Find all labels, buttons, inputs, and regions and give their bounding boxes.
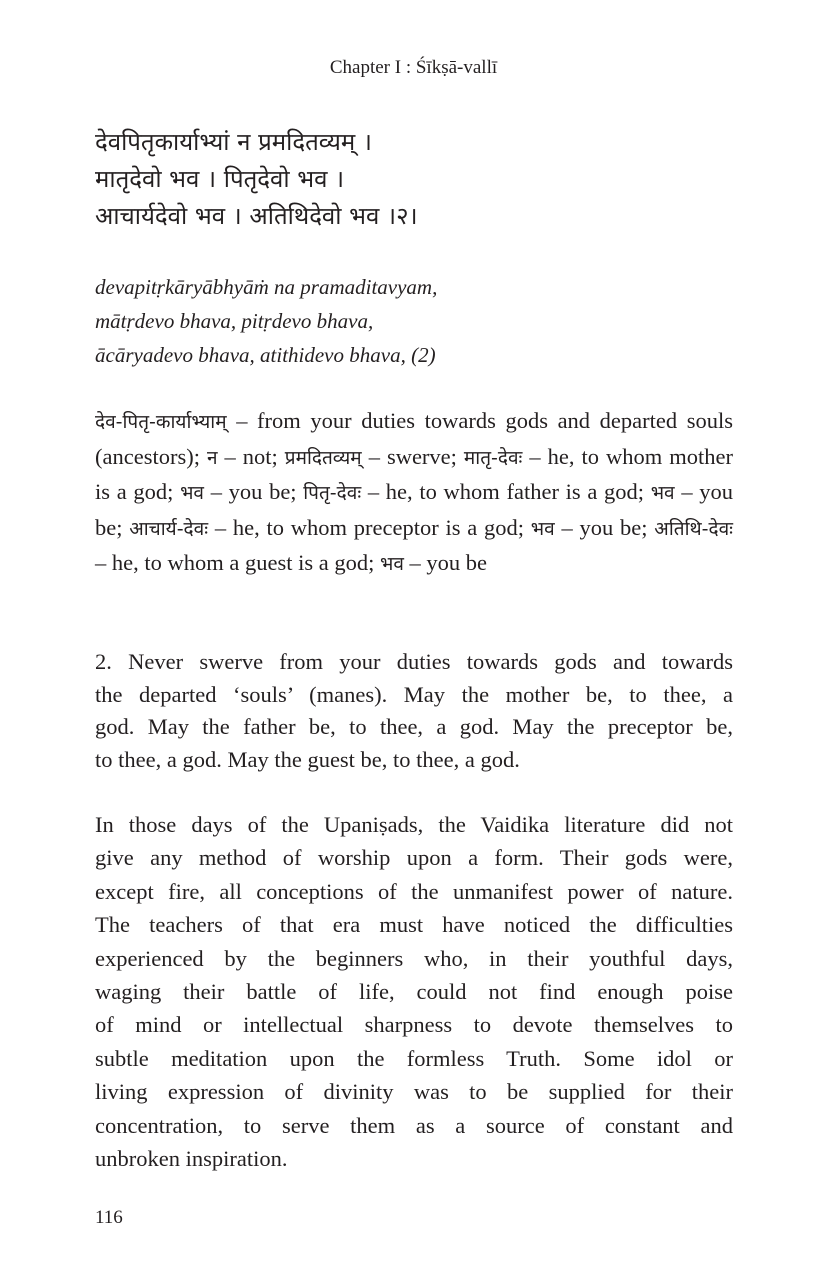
verse-line: मातृदेवो भव । पितृदेवो भव ।: [95, 165, 345, 193]
term-meaning: – he, to whom mother is a god;: [95, 443, 733, 504]
commentary-line: concentration, to serve them as a source of constant and: [95, 1112, 733, 1138]
commentary-line: The teachers of that era must have noticed the difficulties: [95, 912, 733, 938]
sanskrit-term: आचार्य-देवः: [129, 517, 209, 540]
term-meaning: – from your duties towards gods and departed souls (ancestors);: [95, 408, 733, 469]
commentary-line: subtle meditation upon the formless Truth. Some idol or: [95, 1045, 733, 1071]
word-meanings: [95, 404, 733, 582]
sanskrit-verse: [95, 124, 735, 235]
transliteration-line: mātṛdevo bhava, pitṛdevo bhava,: [95, 309, 374, 333]
term-meaning: – you be: [403, 550, 488, 575]
commentary-line: living expression of divinity was to be supplied for their: [95, 1079, 733, 1105]
sanskrit-term: भव: [650, 482, 675, 504]
sanskrit-term: न: [206, 446, 218, 469]
sanskrit-term: अतिथि-देवः: [654, 517, 733, 540]
commentary-line: In those days of the Upaniṣads, the Vaidika literature did not: [95, 812, 733, 837]
transliteration-line: ācāryadevo bhava, atithidevo bhava, (2): [95, 343, 436, 367]
translation-line: to thee, a god. May the guest be, to thee, a god.: [95, 746, 520, 772]
transliteration-line: devapitṛkāryābhyāṁ na pramaditavyam,: [95, 275, 438, 299]
verse-translation: [95, 646, 733, 776]
commentary-line: waging their battle of life, could not find enough poise: [95, 979, 733, 1005]
sanskrit-term: भव: [379, 553, 404, 575]
translation-line: the departed ‘souls’ (manes). May the mother be, to thee, a: [95, 681, 733, 707]
commentary-line: except fire, all conceptions of the unmanifest power of nature.: [95, 878, 733, 904]
term-meaning: – he, to whom preceptor is a god;: [208, 514, 531, 540]
commentary-line: experienced by the beginners who, in their youthful days,: [95, 945, 733, 971]
sanskrit-term: प्रमदितव्यम्: [284, 446, 362, 469]
term-meaning: – swerve;: [361, 443, 464, 469]
term-meaning: – he, to whom father is a god;: [361, 479, 651, 504]
term-meaning: – you be;: [95, 479, 734, 540]
sanskrit-term: मातृ-देवः: [463, 446, 523, 469]
translation-line: god. May the father be, to thee, a god. May the preceptor be,: [95, 714, 733, 739]
term-meaning: – you be;: [204, 479, 304, 504]
translation-line: 2. Never swerve from your duties towards gods and towards: [95, 649, 733, 674]
term-meaning: – not;: [217, 443, 285, 469]
commentary: [95, 808, 733, 1175]
term-meaning: – you be;: [554, 514, 655, 540]
sanskrit-term: भव: [180, 482, 204, 504]
verse-line: देवपितृकार्याभ्यां न प्रमदितव्यम् ।: [95, 128, 372, 156]
term-meaning: – he, to whom a guest is a god;: [95, 550, 380, 575]
transliteration: [95, 270, 735, 372]
verse-line: आचार्यदेवो भव । अतिथिदेवो भव ।२।: [95, 202, 418, 230]
commentary-line: unbroken inspiration.: [95, 1146, 288, 1172]
running-header: Chapter I : Śīkṣā-vallī: [329, 57, 498, 78]
sanskrit-term: देव-पितृ-कार्याभ्याम्: [95, 411, 227, 433]
word-meanings-paragraph: [95, 404, 733, 582]
commentary-line: of mind or intellectual sharpness to devote themselves to: [95, 1012, 733, 1038]
commentary-line: give any method of worship upon a form. Their gods were,: [95, 845, 733, 871]
page-number: 116: [95, 1207, 123, 1228]
sanskrit-term: पितृ-देवः: [303, 482, 362, 504]
sanskrit-term: भव: [530, 517, 555, 540]
